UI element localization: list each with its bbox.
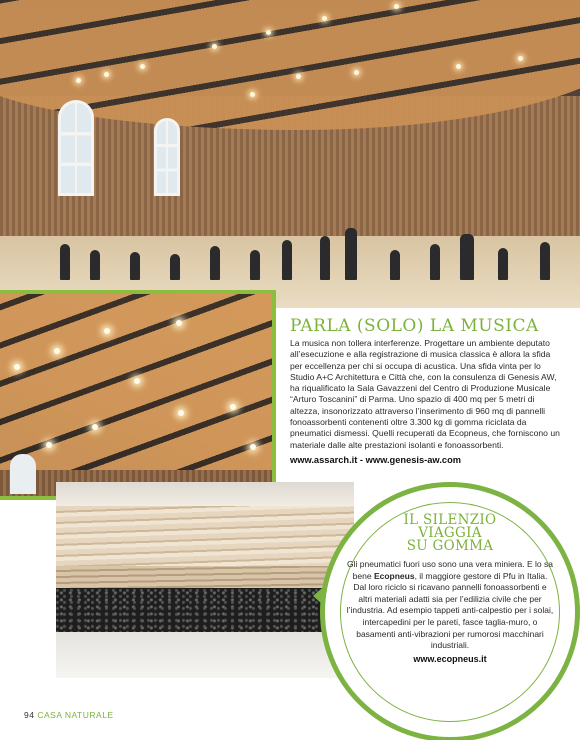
magazine-name: CASA NATURALE [37, 710, 114, 720]
photo-ceiling-slats [0, 294, 272, 494]
article-title: PARLA (SOLO) LA MUSICA [290, 316, 539, 336]
article-body: La musica non tollera interferenze. Progettare un ambiente deputato all’esecuzione e alla registrazione di musica classica è allora la sfida per eccellenza per chi si occupa di acustica. Una sfida vinta per lo Studio A+C Architettura e Città che, con la consulenza di Genesis AW, ha riqualificato la Sala Gavazzeni del Centro di Produzione Musicale “Arturo Toscanini” di Parma. Uno spazio di 400 mq per 5 metri di altezza, insonorizzato attraverso l’inserimento di 960 mq di pannelli fonoassorbenti contenenti oltre 3.300 kg di gomma riciclata da pneumatici dismessi. Quelli recuperati da Ecopneus, che forniscono un materiale dalle alte prestazioni isolanti e fonoassorbenti. [290, 338, 560, 450]
photo-rehearsal-hall [0, 0, 580, 308]
sidebar-body [346, 559, 554, 652]
sidebar-pointer-arrow-icon [313, 588, 322, 604]
sidebar-title-line: VIAGGIA [418, 525, 482, 541]
sidebar-title-line: SU GOMMA [406, 538, 494, 554]
photo-closeup-window [10, 454, 36, 494]
article-parla-solo-la-musica [290, 316, 560, 465]
sidebar-link[interactable]: www.ecopneus.it [413, 653, 487, 664]
article-links[interactable]: www.assarch.it - www.genesis-aw.com [290, 454, 462, 465]
sidebar-body-brand: Ecopneus [373, 570, 415, 581]
sidebar-title [346, 514, 554, 553]
sidebar-il-silenzio [346, 514, 554, 664]
photo-hall-musicians [20, 200, 580, 280]
sidebar-body-text: , il maggiore gestore di Pfu in Italia. Dal loro riciclo si ricavano pannelli fonoassorbenti e altri materiali adatti sia per l’edilizia civile che per l’industria. Ad esempio tappeti anti-calpestio per i solai, intercapedini per le pareti, fasce taglia-muro, o basamenti anti-vibrazioni per rumorosi macchinari industriali. [346, 570, 554, 651]
page-footer [24, 710, 114, 720]
photo-hall-window [154, 118, 180, 196]
page-number: 94 [24, 710, 35, 720]
photo-hall-window [58, 100, 94, 196]
sidebar-title-line: IL SILENZIO [403, 512, 497, 528]
photo-rubber-layer [56, 588, 354, 632]
sidebar-body-text: Gli pneumatici fuori uso sono una vera miniera. E lo sa bene [347, 559, 553, 581]
photo-hall-ceiling-closeup [0, 294, 272, 496]
photo-soundproof-panel [56, 482, 354, 678]
